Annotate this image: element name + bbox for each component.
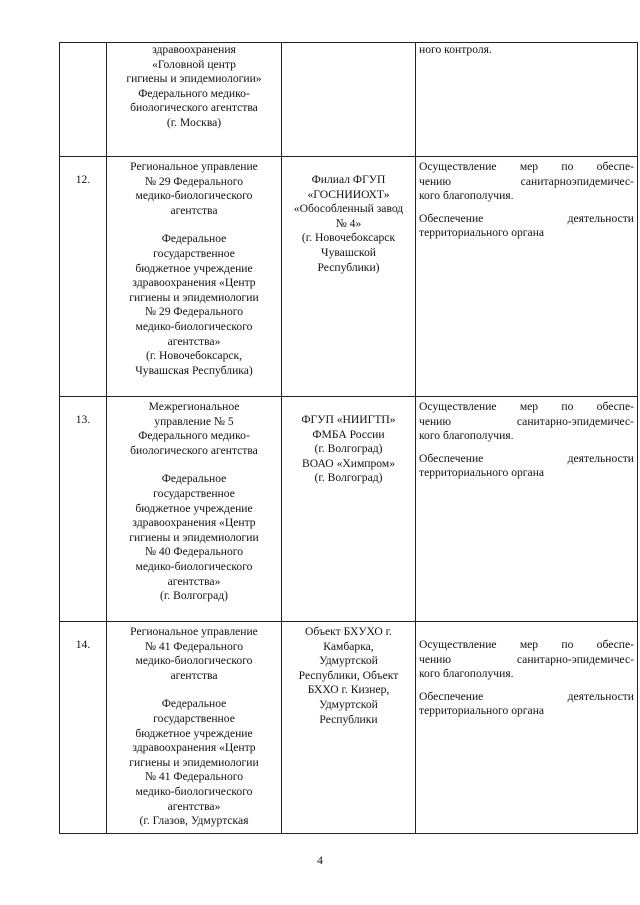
- object-cell: [282, 397, 416, 622]
- table-row: [60, 43, 638, 157]
- text-line: медико-биологического: [135, 559, 253, 573]
- text-line: (г. Волгоград): [314, 471, 383, 485]
- text-line: биологического агентства: [130, 101, 258, 115]
- text-line: здравоохранения: [152, 43, 236, 56]
- text-line: гигиены и эпидемиологии: [129, 290, 259, 304]
- text-line: «Головной центр: [152, 57, 236, 71]
- text-line: кого благополучия.: [419, 429, 514, 443]
- text-line: агентства»: [167, 334, 221, 348]
- text-line: Республики): [317, 260, 380, 274]
- text-line: территориального органа: [419, 226, 545, 240]
- organization-cell: [107, 622, 282, 834]
- text-line: чению санитарно-эпидемичес-: [419, 652, 634, 666]
- text-line: территориального органа: [419, 466, 545, 480]
- text-line: Филиал ФГУП: [311, 173, 386, 186]
- tasks-cell: [416, 622, 638, 834]
- text-line: Обеспечение деятельности: [419, 451, 634, 465]
- text-line: БХХО г. Кизнер,: [307, 683, 390, 697]
- organization-cell: [107, 397, 282, 622]
- table-row: [60, 397, 638, 622]
- text-line: территориального органа: [419, 704, 545, 718]
- text-line: Удмуртской: [319, 697, 378, 711]
- text-line: (г. Глазов, Удмуртская: [139, 814, 249, 828]
- text-line: агентства»: [167, 574, 221, 588]
- text-line: ного контроля.: [419, 43, 492, 56]
- text-line: здравоохранения «Центр: [132, 276, 256, 290]
- text-line: биологического агентства: [130, 443, 258, 457]
- text-line: Осуществление мер по обеспе-: [419, 638, 634, 651]
- text-line: № 41 Федерального: [144, 639, 244, 653]
- text-line: № 29 Федерального: [144, 174, 244, 188]
- text-line: ФМБА России: [312, 427, 385, 441]
- text-line: Федеральное: [161, 472, 227, 486]
- tasks-cell: [416, 43, 638, 157]
- row-number-cell: 13.: [60, 397, 107, 622]
- text-line: агентства: [170, 668, 218, 682]
- text-line: № 40 Федерального: [144, 545, 244, 559]
- text-line: медико-биологического: [135, 189, 253, 203]
- text-line: Республики, Объект: [298, 668, 399, 682]
- text-line: (г. Волгоград): [160, 589, 228, 603]
- text-line: гигиены и эпидемиологии: [129, 755, 259, 769]
- row-number-cell: 14.: [60, 622, 107, 834]
- text-line: Республики: [319, 712, 378, 726]
- text-line: бюджетное учреждение: [135, 261, 253, 275]
- text-line: (г. Новочебоксарск: [301, 231, 396, 245]
- text-line: государственное: [153, 246, 235, 260]
- text-line: Обеспечение деятельности: [419, 211, 634, 225]
- text-line: Федерального медико-: [138, 86, 250, 100]
- text-line: «Обособленный завод: [293, 202, 404, 216]
- text-line: гигиены и эпидемиологии»: [126, 72, 262, 86]
- text-line: Региональное управление: [130, 160, 258, 173]
- text-line: государственное: [153, 486, 235, 500]
- text-line: агентства»: [167, 799, 221, 813]
- object-cell: [282, 43, 416, 157]
- text-line: Камбарка,: [323, 639, 374, 653]
- text-line: медико-биологического: [135, 319, 253, 333]
- text-line: Федеральное: [161, 232, 227, 246]
- text-line: кого благополучия.: [419, 667, 514, 681]
- text-line: чению санитарно-эпидемичес-: [419, 414, 634, 428]
- object-cell: [282, 157, 416, 397]
- text-line: чению санитарноэпидемичес-: [419, 174, 634, 188]
- object-cell: [282, 622, 416, 834]
- text-line: Чувашской: [321, 245, 376, 259]
- text-line: бюджетное учреждение: [135, 501, 253, 515]
- organization-cell: [107, 157, 282, 397]
- text-line: № 29 Федерального: [144, 305, 244, 319]
- table-row: [60, 157, 638, 397]
- text-line: гигиены и эпидемиологии: [129, 530, 259, 544]
- text-line: (г. Новочебоксарск,: [145, 349, 243, 363]
- text-line: здравоохранения «Центр: [132, 741, 256, 755]
- tasks-cell: [416, 157, 638, 397]
- text-line: Обеспечение деятельности: [419, 689, 634, 703]
- text-line: Межрегиональное: [148, 400, 240, 413]
- row-number-cell: 12.: [60, 157, 107, 397]
- text-line: ФГУП «НИИГТП»: [301, 413, 396, 426]
- text-line: кого благополучия.: [419, 189, 514, 203]
- text-line: Федеральное: [161, 697, 227, 711]
- organization-cell: [107, 43, 282, 157]
- text-line: здравоохранения «Центр: [132, 516, 256, 530]
- text-line: Удмуртской: [319, 654, 378, 668]
- text-line: «ГОСНИИОХТ»: [307, 187, 390, 201]
- text-line: управление № 5: [154, 414, 234, 428]
- page-number: 4: [317, 854, 323, 867]
- text-line: Федерального медико-: [138, 429, 250, 443]
- text-line: агентства: [170, 203, 218, 217]
- tasks-cell: [416, 397, 638, 622]
- text-line: Региональное управление: [130, 625, 258, 638]
- text-line: Осуществление мер по обеспе-: [419, 160, 634, 173]
- document-table: [59, 42, 638, 834]
- table-row: [60, 622, 638, 834]
- text-line: ВОАО «Химпром»: [301, 456, 395, 470]
- text-line: (г. Москва): [166, 115, 222, 129]
- text-line: государственное: [153, 711, 235, 725]
- row-number-cell: [60, 43, 107, 157]
- text-line: (г. Волгоград): [314, 442, 383, 456]
- text-line: Чувашская Республика): [135, 363, 253, 377]
- text-line: бюджетное учреждение: [135, 726, 253, 740]
- text-line: медико-биологического: [135, 784, 253, 798]
- text-line: Объект БХУХО г.: [305, 625, 392, 638]
- text-line: медико-биологического: [135, 654, 253, 668]
- text-line: № 41 Федерального: [144, 770, 244, 784]
- text-line: Осуществление мер по обеспе-: [419, 400, 634, 413]
- text-line: № 4»: [335, 216, 362, 230]
